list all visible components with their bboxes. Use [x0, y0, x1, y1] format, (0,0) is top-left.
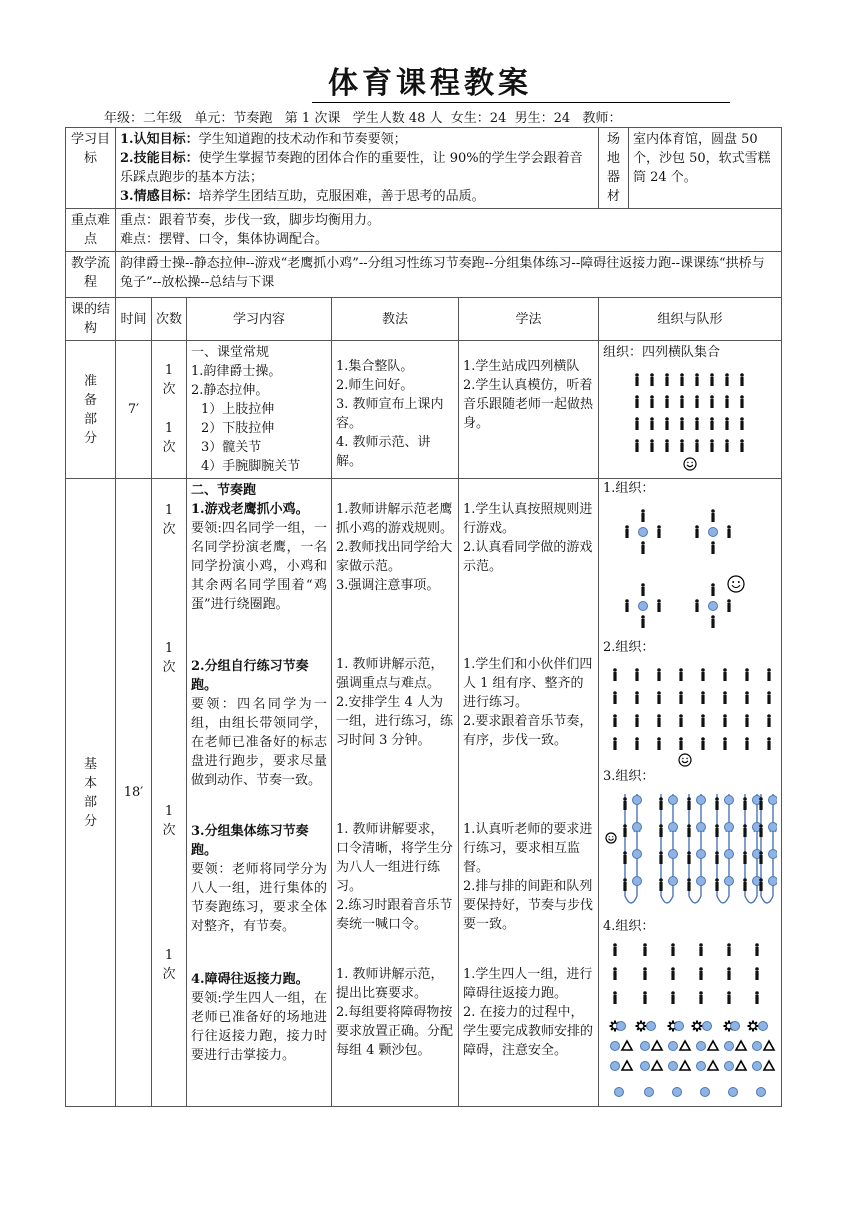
- person-figure-icon: [635, 668, 639, 681]
- marker-disc-icon: [697, 823, 706, 832]
- person-figure-icon: [613, 991, 617, 1004]
- prep-teach: 1.集合整队。 2.师生问好。 3. 教师宣布上课内容。 4. 教师示范、讲解。: [332, 341, 459, 479]
- person-figure-icon: [657, 599, 661, 612]
- person-figure-icon: [715, 851, 719, 864]
- person-figure-icon: [680, 395, 684, 408]
- keypoints-label: 重点难点: [66, 209, 116, 252]
- person-figure-icon: [613, 967, 617, 980]
- person-figure-icon: [710, 395, 714, 408]
- basic-row: [66, 479, 782, 1107]
- prep-counts: 1 次 1 次: [152, 341, 187, 479]
- person-figure-icon: [659, 878, 663, 891]
- person-figure-icon: [711, 615, 715, 628]
- person-figure-icon: [725, 395, 729, 408]
- person-figure-icon: [657, 714, 661, 727]
- person-figure-icon: [695, 373, 699, 386]
- person-figure-icon: [623, 851, 627, 864]
- person-figure-icon: [665, 373, 669, 386]
- marker-disc-icon: [757, 1088, 766, 1097]
- marker-disc-icon: [669, 877, 678, 886]
- person-figure-icon: [695, 395, 699, 408]
- person-figure-icon: [699, 991, 703, 1004]
- marker-disc-icon: [709, 528, 718, 537]
- person-figure-icon: [635, 373, 639, 386]
- marker-disc-icon: [641, 1062, 650, 1071]
- person-figure-icon: [680, 439, 684, 452]
- smiley-face-icon: [679, 754, 691, 766]
- person-figure-icon: [701, 691, 705, 704]
- person-figure-icon: [701, 737, 705, 750]
- person-figure-icon: [680, 373, 684, 386]
- person-figure-icon: [727, 967, 731, 980]
- marker-disc-icon: [703, 1022, 712, 1031]
- person-figure-icon: [635, 714, 639, 727]
- formation-diagram-2: [603, 657, 777, 767]
- marker-disc-icon: [615, 1088, 624, 1097]
- cone-triangle-icon: [764, 1061, 774, 1070]
- person-figure-icon: [641, 509, 645, 522]
- person-figure-icon: [665, 395, 669, 408]
- person-figure-icon: [727, 943, 731, 956]
- venue-content: 室内体育馆，圆盘 50 个，沙包 50，软式雪糕筒 24 个。: [629, 128, 782, 209]
- marker-disc-icon: [709, 602, 718, 611]
- marker-disc-icon: [639, 528, 648, 537]
- marker-disc-icon: [669, 850, 678, 859]
- person-figure-icon: [643, 943, 647, 956]
- marker-disc-icon: [697, 796, 706, 805]
- person-figure-icon: [623, 878, 627, 891]
- person-figure-icon: [613, 668, 617, 681]
- marker-disc-icon: [753, 1042, 762, 1051]
- header-structure: 课的结构: [66, 298, 116, 341]
- person-figure-icon: [625, 599, 629, 612]
- person-figure-icon: [659, 851, 663, 864]
- person-figure-icon: [635, 737, 639, 750]
- keypoints-row: [66, 209, 782, 252]
- person-figure-icon: [625, 525, 629, 538]
- gear-obstacle-icon: [748, 1021, 759, 1032]
- marker-disc-icon: [725, 877, 734, 886]
- formation-diagram-4: [603, 936, 777, 1106]
- marker-disc-icon: [633, 796, 642, 805]
- marker-disc-icon: [675, 1022, 684, 1031]
- person-figure-icon: [759, 824, 763, 837]
- marker-disc-icon: [769, 850, 778, 859]
- person-figure-icon: [659, 824, 663, 837]
- basic-teach: 1.教师讲解示范老鹰抓小鸡的游戏规则。 2.教师找出同学给大家做示范。 3.强调注意事项。 1. 教师讲解示范，强调重点与难点。 2.安排学生 4 人为一组，进行练习，练习时间 3 分钟。 1. 教师讲解要求，口令清晰，将学生分为八人一组进行练习。 2.练习时跟着音乐节奏统一喊口令。 1. 教师讲解示范，提出比赛要求。 2.每组要将障碍物按要求放置正确。分配每组 4 颗沙包。: [332, 479, 459, 1107]
- person-figure-icon: [687, 824, 691, 837]
- person-figure-icon: [727, 525, 731, 538]
- marker-disc-icon: [697, 850, 706, 859]
- marker-disc-icon: [633, 823, 642, 832]
- basic-time: 18′: [116, 479, 152, 1107]
- marker-disc-icon: [697, 1062, 706, 1071]
- cone-triangle-icon: [764, 1041, 774, 1050]
- person-figure-icon: [767, 714, 771, 727]
- lesson-plan-table: [65, 127, 782, 1107]
- cone-triangle-icon: [680, 1061, 690, 1070]
- cone-triangle-icon: [652, 1061, 662, 1070]
- person-figure-icon: [701, 668, 705, 681]
- person-figure-icon: [679, 714, 683, 727]
- person-figure-icon: [623, 824, 627, 837]
- smiley-face-icon: [684, 458, 696, 470]
- marker-disc-icon: [669, 1062, 678, 1071]
- venue-label: 场地器材: [599, 128, 629, 209]
- content-block: 3.分组集体练习节奏跑。 要领：老师将同学分为八人一组，进行集体的节奏跑练习，要求全体对整齐，有节奏。: [191, 824, 327, 934]
- person-figure-icon: [641, 615, 645, 628]
- cone-triangle-icon: [708, 1041, 718, 1050]
- person-figure-icon: [755, 967, 759, 980]
- cone-triangle-icon: [736, 1061, 746, 1070]
- marker-disc-icon: [725, 823, 734, 832]
- person-figure-icon: [727, 991, 731, 1004]
- header-organization: 组织与队形: [599, 298, 782, 341]
- marker-disc-icon: [633, 877, 642, 886]
- person-figure-icon: [657, 691, 661, 704]
- cone-triangle-icon: [622, 1041, 632, 1050]
- marker-disc-icon: [697, 1042, 706, 1051]
- marker-disc-icon: [769, 823, 778, 832]
- person-figure-icon: [743, 797, 747, 810]
- marker-disc-icon: [753, 1062, 762, 1071]
- person-figure-icon: [641, 541, 645, 554]
- marker-disc-icon: [669, 823, 678, 832]
- smiley-face-icon: [606, 833, 616, 843]
- cone-triangle-icon: [708, 1061, 718, 1070]
- person-figure-icon: [740, 373, 744, 386]
- prep-organization: 组织：四列横队集合: [599, 341, 782, 479]
- marker-disc-icon: [697, 877, 706, 886]
- person-figure-icon: [671, 943, 675, 956]
- marker-disc-icon: [669, 1042, 678, 1051]
- person-figure-icon: [695, 417, 699, 430]
- person-figure-icon: [743, 878, 747, 891]
- person-figure-icon: [695, 525, 699, 538]
- marker-disc-icon: [725, 796, 734, 805]
- goals-content: [116, 128, 599, 209]
- person-figure-icon: [635, 439, 639, 452]
- person-figure-icon: [725, 417, 729, 430]
- process-label: 教学流程: [66, 252, 116, 298]
- person-figure-icon: [650, 417, 654, 430]
- goal-item: 1.认知目标：学生知道跑的技术动作和节奏要领；: [120, 132, 407, 147]
- basic-organization: 1.组织： 2.组织： 3.组织： 4.组织：: [599, 479, 782, 1107]
- person-figure-icon: [710, 417, 714, 430]
- gear-obstacle-icon: [636, 1021, 647, 1032]
- person-figure-icon: [767, 691, 771, 704]
- person-figure-icon: [745, 737, 749, 750]
- person-figure-icon: [711, 509, 715, 522]
- marker-disc-icon: [759, 1022, 768, 1031]
- marker-disc-icon: [731, 1022, 740, 1031]
- header-time: 时间: [116, 298, 152, 341]
- basic-part-label: 基本部分: [66, 479, 116, 1107]
- marker-disc-icon: [611, 1062, 620, 1071]
- cone-triangle-icon: [680, 1041, 690, 1050]
- person-figure-icon: [723, 714, 727, 727]
- marker-disc-icon: [669, 796, 678, 805]
- person-figure-icon: [723, 691, 727, 704]
- marker-disc-icon: [725, 1042, 734, 1051]
- marker-disc-icon: [641, 1042, 650, 1051]
- marker-disc-icon: [725, 1062, 734, 1071]
- person-figure-icon: [650, 373, 654, 386]
- content-block: 4.障碍往返接力跑。 要领:学生四人一组，在老师已准备好的场地进行往返接力跑，接力时要进行击掌接力。: [191, 972, 327, 1063]
- person-figure-icon: [710, 439, 714, 452]
- person-figure-icon: [671, 991, 675, 1004]
- person-figure-icon: [725, 439, 729, 452]
- person-figure-icon: [613, 691, 617, 704]
- person-figure-icon: [657, 737, 661, 750]
- person-figure-icon: [613, 943, 617, 956]
- formation-diagram-1: [603, 498, 777, 638]
- person-figure-icon: [650, 439, 654, 452]
- goal-item: 2.技能目标：使学生掌握节奏跑的团体合作的重要性，让 90%的学生学会跟着音乐踩点跑步的基本方法；: [120, 151, 583, 185]
- person-figure-icon: [745, 691, 749, 704]
- person-figure-icon: [687, 851, 691, 864]
- person-figure-icon: [643, 991, 647, 1004]
- person-figure-icon: [711, 541, 715, 554]
- column-header-row: [66, 298, 782, 341]
- person-figure-icon: [725, 373, 729, 386]
- marker-disc-icon: [729, 1088, 738, 1097]
- person-figure-icon: [635, 417, 639, 430]
- person-figure-icon: [715, 824, 719, 837]
- person-figure-icon: [643, 967, 647, 980]
- person-figure-icon: [755, 943, 759, 956]
- marker-disc-icon: [611, 1042, 620, 1051]
- marker-disc-icon: [725, 850, 734, 859]
- header-learn: 学法: [459, 298, 599, 341]
- marker-disc-icon: [769, 796, 778, 805]
- person-figure-icon: [679, 691, 683, 704]
- basic-content: 二、节奏跑 1.游戏老鹰抓小鸡。 要领:四名同学一组，一名同学扮演老鹰，一名同学扮演小鸡，小鸡和其余两名同学围着“鸡蛋”进行绕圈跑。 2.分组自行练习节奏跑。 要领：四名同学为一组，由组长带领同学，在老师已准备好的标志盘进行跑步，要求尽量做到动作、节奏一致。 3.分组集体练习节奏跑。 要领：老师将同学分为八人一组，进行集体的节奏跑练习，要求全体对整齐，有节奏。 4.障碍往返接力跑。 要领:学生四人一组，在老师已准备好的场地进行往返接力跑，接力时要进行击掌接力。: [187, 479, 332, 1107]
- content-block: 1.游戏老鹰抓小鸡。 要领:四名同学一组，一名同学扮演老鹰，一名同学扮演小鸡，小鸡和其余两名同学围着“鸡蛋”进行绕圈跑。: [191, 502, 327, 612]
- prep-time: 7′: [116, 341, 152, 479]
- person-figure-icon: [727, 599, 731, 612]
- person-figure-icon: [759, 878, 763, 891]
- marker-disc-icon: [639, 602, 648, 611]
- cone-triangle-icon: [736, 1041, 746, 1050]
- goals-row: [66, 128, 782, 209]
- person-figure-icon: [740, 439, 744, 452]
- smiley-face-icon: [728, 576, 744, 592]
- goal-item: 3.情感目标：培养学生团结互助，克服困难，善于思考的品质。: [120, 189, 485, 204]
- process-content: 韵律爵士操--静态拉伸--游戏“老鹰抓小鸡”--分组习性练习节奏跑--分组集体练习--障碍往返接力跑--课课练“拱桥与兔子”--放松操--总结与下课: [116, 252, 782, 298]
- basic-learn: 1.学生认真按照规则进行游戏。 2.认真看同学做的游戏示范。 1.学生们和小伙伴们四人 1 组有序、整齐的进行练习。 2.要求跟着音乐节奏，有序，步伐一致。 1.认真听老师的要求进行练习，要求相互监督。 2.排与排的间距和队列要保持好，节奏与步伐要一致。 1.学生四人一组，进行障碍往返接力跑。 2. 在接力的过程中，学生要完成教师安排的障碍，注意安全。: [459, 479, 599, 1107]
- goals-label: 学习目标: [66, 128, 116, 209]
- header-teach: 教法: [332, 298, 459, 341]
- person-figure-icon: [695, 599, 699, 612]
- person-figure-icon: [679, 737, 683, 750]
- title-underline: [312, 102, 730, 103]
- formation-diagram-prep: [603, 362, 777, 472]
- person-figure-icon: [623, 797, 627, 810]
- person-figure-icon: [745, 668, 749, 681]
- person-figure-icon: [665, 439, 669, 452]
- cone-triangle-icon: [622, 1061, 632, 1070]
- formation-diagram-3: [603, 786, 777, 917]
- person-figure-icon: [701, 714, 705, 727]
- person-figure-icon: [657, 668, 661, 681]
- marker-disc-icon: [701, 1088, 710, 1097]
- person-figure-icon: [715, 878, 719, 891]
- gear-obstacle-icon: [692, 1021, 703, 1032]
- prep-content: 一、课堂常规 1.韵律爵士操。 2.静态拉伸。 1）上肢拉伸 2）下肢拉伸 3）髋关节 4）手腕脚腕关节: [187, 341, 332, 479]
- person-figure-icon: [687, 878, 691, 891]
- person-figure-icon: [650, 395, 654, 408]
- marker-disc-icon: [769, 877, 778, 886]
- prep-row: [66, 341, 782, 479]
- person-figure-icon: [680, 417, 684, 430]
- header-count: 次数: [152, 298, 187, 341]
- prep-learn: 1.学生站成四列横队 2.学生认真模仿，听着音乐跟随老师一起做热身。: [459, 341, 599, 479]
- class-info-line: 年级：二年级 单元：节奏跑 第 1 次课 学生人数 48 人 女生：24 男生：24 教师：: [104, 111, 622, 126]
- person-figure-icon: [635, 395, 639, 408]
- marker-disc-icon: [645, 1088, 654, 1097]
- person-figure-icon: [759, 851, 763, 864]
- person-figure-icon: [699, 943, 703, 956]
- person-figure-icon: [657, 525, 661, 538]
- person-figure-icon: [723, 668, 727, 681]
- person-figure-icon: [740, 417, 744, 430]
- person-figure-icon: [671, 967, 675, 980]
- person-figure-icon: [723, 737, 727, 750]
- person-figure-icon: [699, 967, 703, 980]
- person-figure-icon: [641, 583, 645, 596]
- person-figure-icon: [715, 797, 719, 810]
- person-figure-icon: [665, 417, 669, 430]
- process-row: [66, 252, 782, 298]
- marker-disc-icon: [617, 1022, 626, 1031]
- prep-part-label: 准备部分: [66, 341, 116, 479]
- person-figure-icon: [743, 824, 747, 837]
- header-content: 学习内容: [187, 298, 332, 341]
- person-figure-icon: [659, 797, 663, 810]
- basic-counts: 1 次 1 次 1 次 1 次: [152, 479, 187, 1107]
- keypoints-content: 重点：跟着节奏，步伐一致，脚步均衡用力。 难点：摆臂、口令，集体协调配合。: [116, 209, 782, 252]
- person-figure-icon: [710, 373, 714, 386]
- marker-disc-icon: [633, 850, 642, 859]
- person-figure-icon: [613, 714, 617, 727]
- person-figure-icon: [711, 583, 715, 596]
- person-figure-icon: [740, 395, 744, 408]
- person-figure-icon: [679, 668, 683, 681]
- person-figure-icon: [767, 737, 771, 750]
- person-figure-icon: [613, 737, 617, 750]
- person-figure-icon: [745, 714, 749, 727]
- person-figure-icon: [695, 439, 699, 452]
- person-figure-icon: [759, 797, 763, 810]
- person-figure-icon: [687, 797, 691, 810]
- marker-disc-icon: [673, 1088, 682, 1097]
- marker-disc-icon: [647, 1022, 656, 1031]
- page-title: 体育课程教案: [328, 66, 532, 101]
- content-block: 2.分组自行练习节奏跑。 要领：四名同学为一组，由组长带领同学，在老师已准备好的标志盘进行跑步，要求尽量做到动作、节奏一致。: [191, 659, 327, 788]
- person-figure-icon: [767, 668, 771, 681]
- person-figure-icon: [635, 691, 639, 704]
- cone-triangle-icon: [652, 1041, 662, 1050]
- person-figure-icon: [755, 991, 759, 1004]
- person-figure-icon: [743, 851, 747, 864]
